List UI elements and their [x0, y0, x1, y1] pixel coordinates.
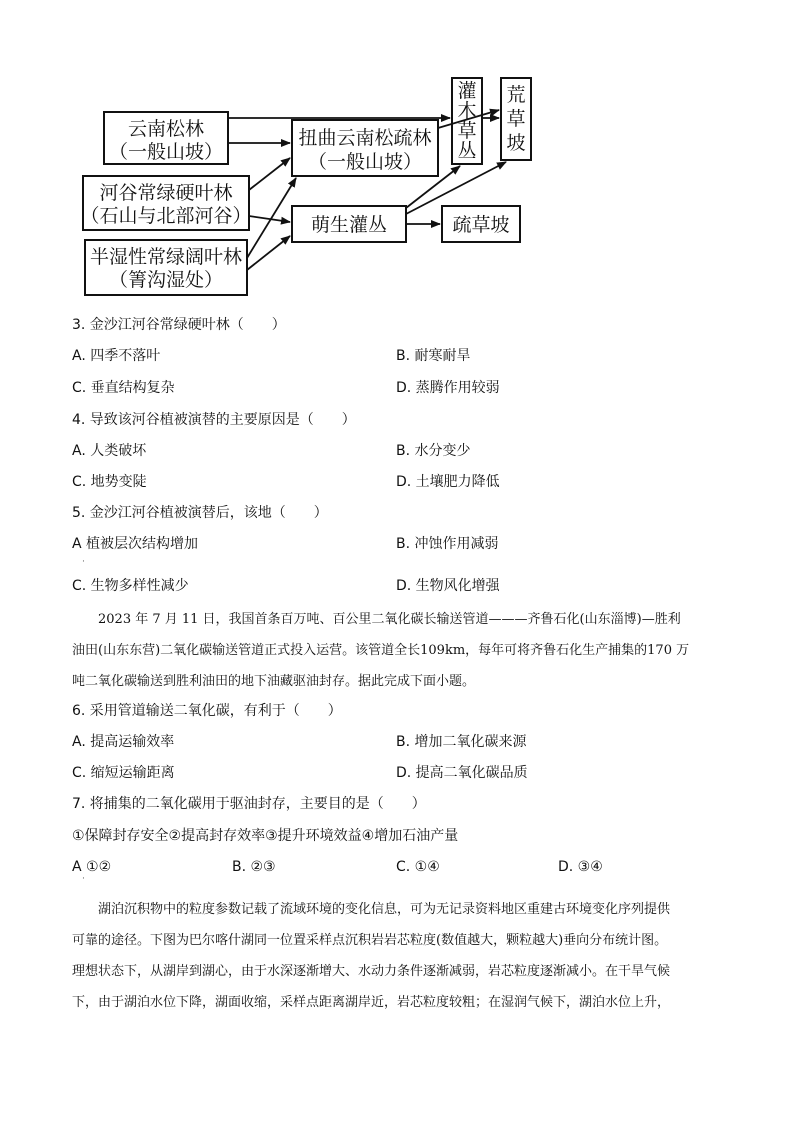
box-yunnan-pine	[104, 112, 228, 164]
box-yunnan-pine-line2: （一般山坡）	[108, 141, 224, 163]
box-sparse-grass	[442, 206, 520, 242]
question-7-option-b: B. ②③	[232, 859, 276, 875]
question-7-option-d: D. ③④	[558, 859, 603, 875]
box-valley-sclerophyll	[80, 176, 251, 230]
question-6-stem: 6. 采用管道输送二氧化碳，有利于（ ）	[72, 703, 342, 719]
question-3-stem: 3. 金沙江河谷常绿硬叶林（ ）	[72, 317, 286, 333]
scan-dot: ·	[82, 557, 85, 567]
question-4-option-c: C. 地势变陡	[72, 474, 147, 490]
box-sparse-grass-label: 疏草坡	[452, 214, 510, 236]
box-barren-grass-char1: 荒	[506, 84, 526, 106]
question-5-stem: 5. 金沙江河谷植被演替后，该地（ ）	[72, 505, 328, 521]
question-6-option-d: D. 提高二氧化碳品质	[396, 765, 528, 781]
box-barren-grass-char3: 坡	[506, 132, 526, 154]
question-3-option-b: B. 耐寒耐旱	[396, 348, 471, 364]
passage-2-line-1: 湖泊沉积物中的粒度参数记载了流域环境的变化信息，可为无记录资料地区重建古环境变化序列提供	[98, 902, 671, 917]
box-valley-sclerophyll-line1: 河谷常绿硬叶林	[99, 182, 233, 204]
arrow-valley-to-twisted	[249, 158, 290, 190]
box-shrub-grass	[452, 78, 482, 164]
box-sprout-shrub	[292, 206, 406, 242]
question-3-option-d: D. 蒸腾作用较弱	[396, 380, 500, 396]
box-semi-humid-broadleaf-line1: 半湿性常绿阔叶林	[89, 246, 243, 268]
scan-dot: ·	[82, 874, 85, 884]
passage-1-line-3: 吨二氧化碳输送到胜利油田的地下油藏驱油封存。据此完成下面小题。	[72, 674, 476, 689]
box-shrub-grass-char3: 草	[457, 120, 477, 142]
question-4-option-a: A. 人类破坏	[72, 443, 147, 459]
passage-co2-pipeline	[72, 604, 724, 697]
box-shrub-grass-char2: 木	[457, 100, 477, 122]
question-4-option-d: D. 土壤肥力降低	[396, 474, 500, 490]
passage-2-line-4: 下，由于湖泊水位下降，湖面收缩，采样点距离湖岸近，岩芯粒度较粗；在湿润气候下，湖泊水位上升，	[72, 995, 671, 1010]
passage-lake-sediment	[72, 894, 724, 1018]
question-7-stem: 7. 将捕集的二氧化碳用于驱油封存，主要目的是（ ）	[72, 796, 426, 812]
passage-2-line-2: 可靠的途径。下图为巴尔喀什湖同一位置采样点沉积岩岩芯粒度(数值越大，颗粒越大)垂向分布统计图。	[72, 933, 668, 948]
passage-1-line-2: 油田(山东东营)二氧化碳输送管道正式投入运营。该管道全长109km，每年可将齐鲁石化生产捕集的170 万	[72, 643, 690, 658]
vegetation-succession-diagram	[0, 0, 794, 310]
box-yunnan-pine-line1: 云南松林	[127, 118, 205, 140]
arrow-broadleaf-to-sprout	[247, 236, 290, 270]
box-sprout-shrub-label: 萌生灌丛	[310, 214, 388, 236]
question-6-option-a: A. 提高运输效率	[72, 734, 175, 750]
box-barren-grass	[501, 78, 531, 160]
passage-2-line-3: 理想状态下，从湖岸到湖心，由于水深逐渐增大、水动力条件逐渐减弱，岩芯粒度逐渐减小。在干旱气候	[72, 964, 671, 979]
box-semi-humid-broadleaf	[85, 240, 247, 295]
question-3-option-c: C. 垂直结构复杂	[72, 380, 175, 396]
box-shrub-grass-char1: 灌	[457, 80, 477, 102]
question-7-option-c: C. ①④	[396, 859, 440, 875]
question-7-statements: ①保障封存安全②提高封存效率③提升环境效益④增加石油产量	[72, 828, 459, 844]
question-3-option-a: A. 四季不落叶	[72, 348, 161, 364]
box-twisted-pine	[292, 120, 438, 176]
question-5-option-c: C. 生物多样性减少	[72, 578, 189, 594]
question-5-option-a: A 植被层次结构增加	[72, 536, 199, 552]
passage-1-line-1: 2023 年 7 月 11 日，我国首条百万吨、百公里二氧化碳长输送管道———齐鲁石化(山东淄博)—胜利	[98, 612, 681, 627]
box-twisted-pine-line1: 扭曲云南松疏林	[298, 127, 432, 149]
question-7-option-a: A ①②	[72, 859, 112, 875]
question-4-stem: 4. 导致该河谷植被演替的主要原因是（ ）	[72, 412, 356, 428]
box-valley-sclerophyll-line2: （石山与北部河谷）	[80, 205, 252, 227]
question-6-option-c: C. 缩短运输距离	[72, 765, 175, 781]
box-semi-humid-broadleaf-line2: （箐沟湿处）	[108, 269, 224, 291]
box-twisted-pine-line2: （一般山坡）	[307, 151, 423, 173]
question-6-option-b: B. 增加二氧化碳来源	[396, 734, 527, 750]
question-4-option-b: B. 水分变少	[396, 443, 471, 459]
box-shrub-grass-char4: 丛	[457, 140, 477, 162]
arrow-broadleaf-to-twisted	[247, 178, 296, 258]
question-5-option-d: D. 生物风化增强	[396, 578, 500, 594]
box-barren-grass-char2: 草	[506, 108, 526, 130]
question-5-option-b: B. 冲蚀作用减弱	[396, 536, 499, 552]
